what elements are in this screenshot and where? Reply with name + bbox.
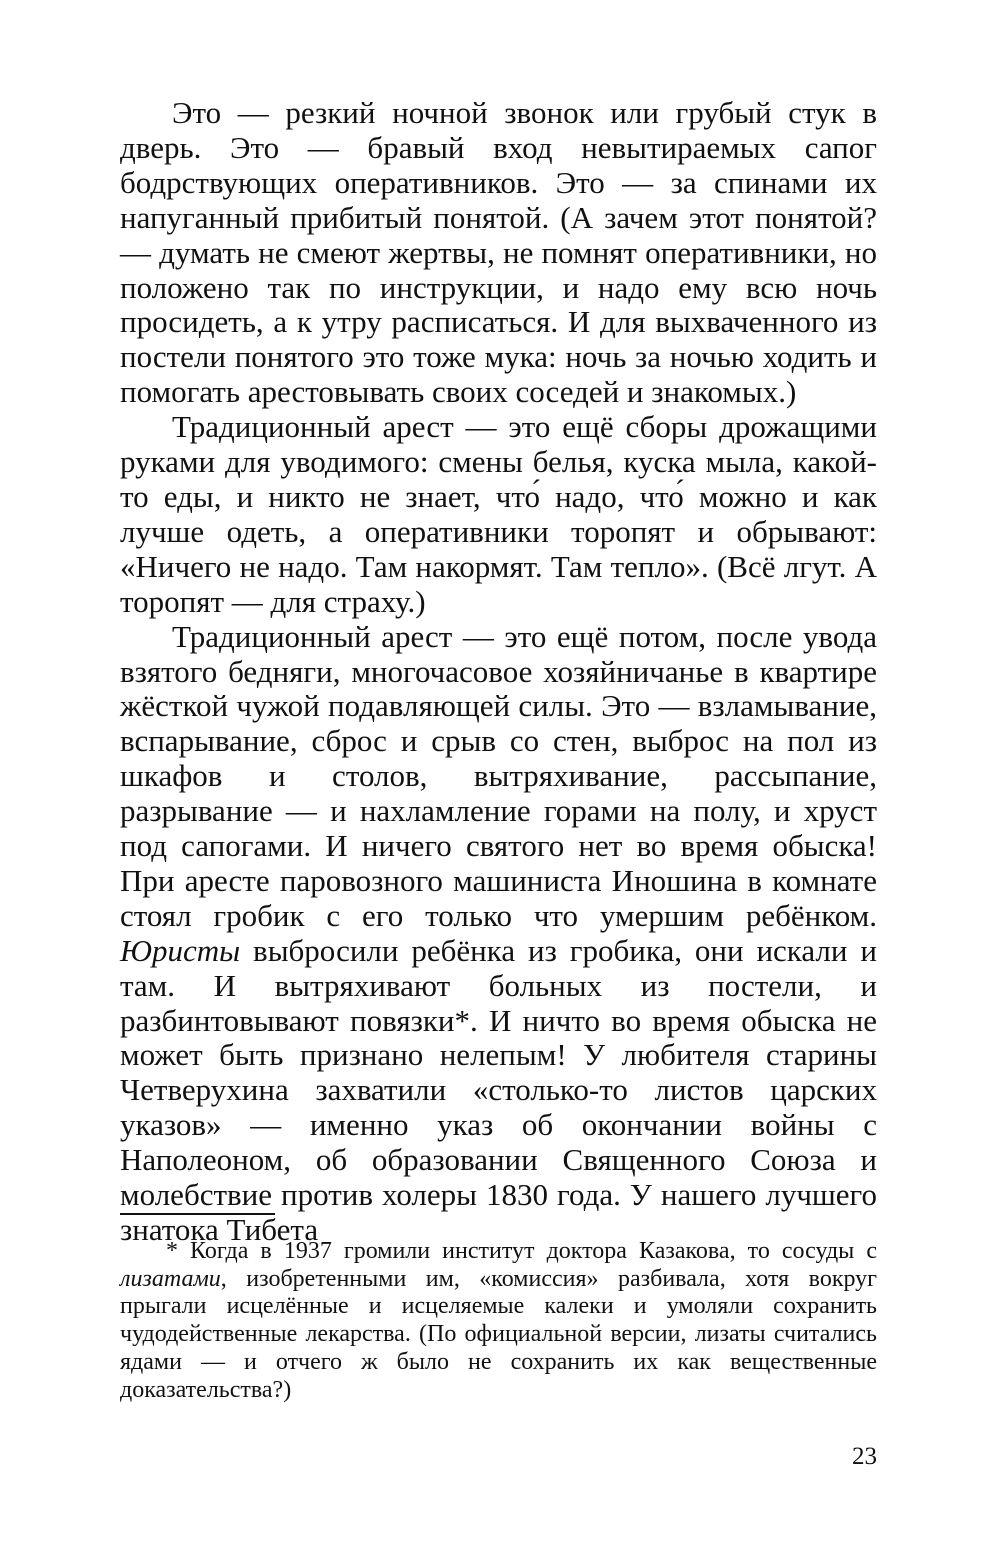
footnote-divider [120, 1213, 275, 1215]
footnote-part-1: * Когда в 1937 громили институт доктора Казакова, то сосуды с [166, 1238, 877, 1264]
footnote-part-2: , изобретенными им, «комиссия» разбивала, хотя вокруг прыгали исцелённые и исцеляемые калеки и умоляли сохранить чудодейственные лекарства. (По официальной версии, лизаты считались ядами — и отчего ж было не сохранить их как вещественные доказательства?) [120, 1265, 877, 1403]
main-text [120, 96, 877, 1248]
paragraph-2: Традиционный арест — это ещё сборы дрожащими руками для уводимого: смены белья, куска мыла, какой-то еды, и никто не знает, что́ надо, что́ можно и как лучше одеть, а оперативники торопят и обрывают: «Ничего не надо. Там накормят. Там тепло». (Всё лгут. А торопят — для страху.) [120, 409, 877, 619]
paragraph-3-part-2: выбросили ребёнка из гробика, они искали и там. И вытряхивают больных из постели, и разбинтовывают повязки*. И ничто во время обыска не может быть признано нелепым! У любителя старины Четверухина захватили «столько-то листов царских указов» — именно указ об окончании войны с Наполеоном, об образовании Священного Союза и молебствие против холеры 1830 года. У нашего лучшего знатока Тибета [120, 932, 877, 1247]
page-number: 23 [852, 1443, 877, 1470]
paragraph-3-italic: Юристы [120, 932, 241, 968]
paragraph-3 [120, 620, 877, 1248]
footnote-italic: лизатами [120, 1265, 221, 1292]
paragraph-3-part-1: Традиционный арест — это ещё потом, после увода взятого бедняги, многочасовое хозяйничанье в квартире жёсткой чужой подавляющей силы. Это — взламывание, вспарывание, сброс и срыв со стен, выброс на пол из шкафов и столов, вытряхивание, рассыпание, разрывание — и нахламление горами на полу, и хруст под сапогами. И ничего святого нет во время обыска! При аресте паровозного машиниста Иношина в комнате стоял гробик с его только что умершим ребёнком. [120, 618, 877, 933]
footnote [120, 1238, 877, 1404]
page-body [120, 96, 877, 1248]
paragraph-1: Это — резкий ночной звонок или грубый стук в дверь. Это — бравый вход невытираемых сапог бодрствующих оперативников. Это — за спинами их напуганный прибитый понятой. (А зачем этот понятой? — думать не смеют жертвы, не помнят оперативники, но положено так по инструкции, и надо ему всю ночь просидеть, а к утру расписаться. И для выхваченного из постели понятого это тоже мука: ночь за ночью ходить и помогать арестовывать своих соседей и знакомых.) [120, 95, 877, 410]
